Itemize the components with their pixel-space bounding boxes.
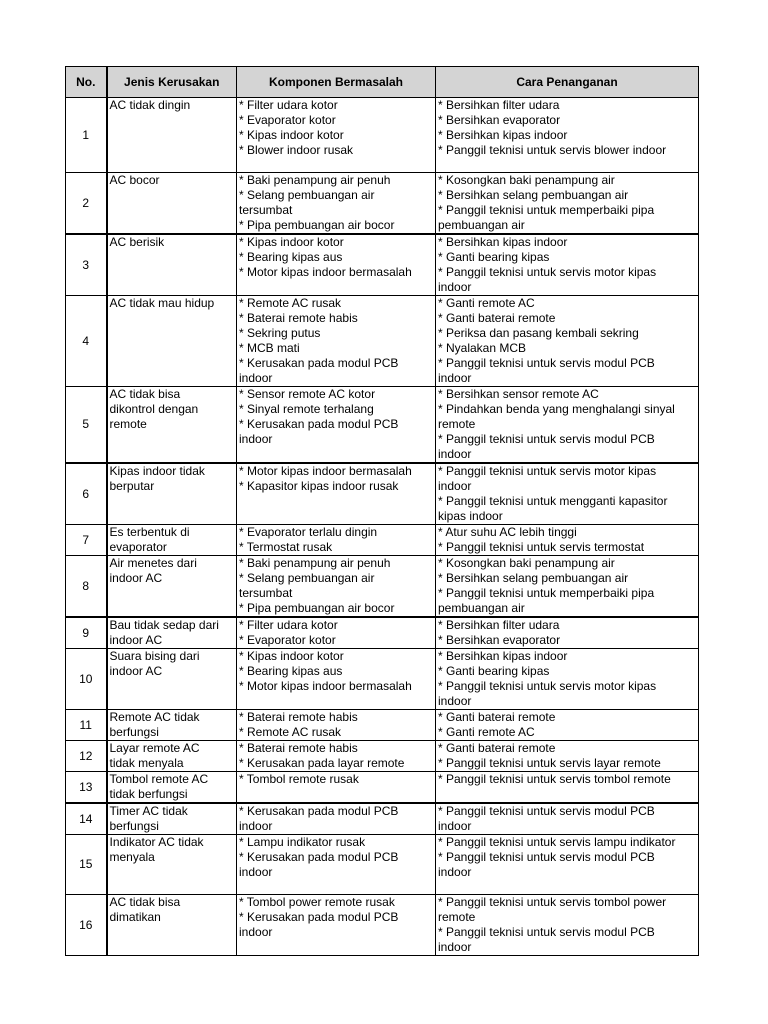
jenis-line: evaporator	[109, 540, 167, 554]
jenis-kerusakan-cell	[107, 525, 237, 556]
komponen-line: * Filter udara kotor	[239, 98, 338, 112]
komponen-line: * Filter udara kotor	[239, 618, 338, 632]
row-number: 14	[66, 803, 107, 835]
header-cara-penanganan: Cara Penanganan	[436, 67, 699, 98]
komponen-line: * Remote AC rusak	[239, 296, 342, 310]
cara-line: indoor	[438, 694, 472, 708]
komponen-line: * Bearing kipas aus	[239, 664, 343, 678]
cara-line: * Panggil teknisi untuk mengganti kapasitor	[438, 494, 668, 508]
jenis-line: AC bocor	[109, 173, 160, 187]
cara-line: remote	[438, 910, 476, 924]
komponen-line: * Motor kipas indoor bermasalah	[239, 464, 412, 478]
cara-line: indoor	[438, 447, 472, 461]
cara-line: * Panggil teknisi untuk servis layar remote	[438, 756, 661, 770]
komponen-bermasalah-cell	[237, 234, 436, 296]
cara-penanganan-cell	[436, 895, 699, 956]
jenis-line: indoor AC	[109, 571, 163, 585]
komponen-bermasalah-cell	[237, 895, 436, 956]
jenis-line: Remote AC tidak	[109, 710, 200, 724]
komponen-line: * Sinyal remote terhalang	[239, 402, 374, 416]
komponen-bermasalah-cell	[237, 803, 436, 835]
cara-line: * Panggil teknisi untuk servis tombol power	[438, 895, 667, 909]
cara-penanganan-cell	[436, 649, 699, 710]
table-row	[66, 895, 699, 956]
komponen-line: indoor	[239, 865, 273, 879]
table-row	[66, 835, 699, 895]
table-row	[66, 803, 699, 835]
jenis-line: berfungsi	[109, 819, 159, 833]
komponen-line: * Remote AC rusak	[239, 725, 342, 739]
cara-line: indoor	[438, 819, 472, 833]
komponen-line: * Blower indoor rusak	[239, 143, 354, 157]
cara-line: * Bersihkan kipas indoor	[438, 649, 568, 663]
cara-line: * Bersihkan filter udara	[438, 98, 560, 112]
jenis-line: Timer AC tidak	[109, 804, 188, 818]
komponen-line: * Kipas indoor kotor	[239, 235, 344, 249]
jenis-line: remote	[109, 417, 147, 431]
komponen-line: indoor	[239, 371, 273, 385]
jenis-line: AC tidak mau hidup	[109, 296, 215, 310]
jenis-kerusakan-cell	[107, 649, 237, 710]
row-number: 16	[66, 895, 107, 956]
jenis-kerusakan-cell	[107, 296, 237, 387]
komponen-line: tersumbat	[239, 586, 293, 600]
cara-penanganan-cell	[436, 772, 699, 804]
row-number: 10	[66, 649, 107, 710]
komponen-line: * Kipas indoor kotor	[239, 649, 344, 663]
jenis-line: AC tidak bisa	[109, 387, 181, 401]
komponen-line: * Baterai remote habis	[239, 741, 358, 755]
cara-line: * Bersihkan selang pembuangan air	[438, 188, 629, 202]
cara-line: * Bersihkan kipas indoor	[438, 128, 568, 142]
cara-line: * Bersihkan evaporator	[438, 113, 561, 127]
cara-penanganan-cell	[436, 525, 699, 556]
cara-penanganan-cell	[436, 617, 699, 649]
row-number: 3	[66, 234, 107, 296]
cara-penanganan-cell	[436, 173, 699, 235]
komponen-line: * Kerusakan pada modul PCB	[239, 804, 399, 818]
komponen-line: * Baterai remote habis	[239, 710, 358, 724]
row-number: 13	[66, 772, 107, 804]
jenis-kerusakan-cell	[107, 741, 237, 772]
jenis-kerusakan-cell	[107, 387, 237, 464]
cara-line: * Panggil teknisi untuk servis modul PCB	[438, 925, 655, 939]
komponen-bermasalah-cell	[237, 617, 436, 649]
jenis-line: AC tidak bisa	[109, 895, 181, 909]
jenis-line: Es terbentuk di	[109, 525, 190, 539]
komponen-bermasalah-cell	[237, 387, 436, 464]
komponen-line: * Kerusakan pada modul PCB	[239, 417, 399, 431]
jenis-line: berputar	[109, 479, 155, 493]
cara-line: * Ganti bearing kipas	[438, 664, 550, 678]
cara-line: * Bersihkan evaporator	[438, 633, 561, 647]
jenis-kerusakan-cell	[107, 173, 237, 235]
table-row	[66, 556, 699, 618]
table-body	[66, 98, 699, 956]
troubleshooting-table	[65, 66, 699, 956]
jenis-kerusakan-cell	[107, 895, 237, 956]
row-number: 2	[66, 173, 107, 235]
cara-penanganan-cell	[436, 463, 699, 525]
jenis-line: Layar remote AC	[109, 741, 200, 755]
table-row	[66, 296, 699, 387]
komponen-line: * Sensor remote AC kotor	[239, 387, 376, 401]
row-number: 15	[66, 835, 107, 895]
cara-line: indoor	[438, 280, 472, 294]
table-row	[66, 710, 699, 741]
row-number: 11	[66, 710, 107, 741]
table-row	[66, 463, 699, 525]
komponen-line: * MCB mati	[239, 341, 300, 355]
komponen-line: * Kipas indoor kotor	[239, 128, 344, 142]
cara-line: * Panggil teknisi untuk servis modul PCB	[438, 432, 655, 446]
jenis-line: indoor AC	[109, 633, 163, 647]
jenis-kerusakan-cell	[107, 556, 237, 618]
cara-line: * Bersihkan sensor remote AC	[438, 387, 599, 401]
komponen-bermasalah-cell	[237, 835, 436, 895]
komponen-line: indoor	[239, 432, 273, 446]
komponen-line: * Sekring putus	[239, 326, 321, 340]
jenis-kerusakan-cell	[107, 803, 237, 835]
komponen-line: * Evaporator kotor	[239, 633, 336, 647]
komponen-bermasalah-cell	[237, 649, 436, 710]
komponen-bermasalah-cell	[237, 525, 436, 556]
cara-line: * Ganti bearing kipas	[438, 250, 550, 264]
cara-penanganan-cell	[436, 741, 699, 772]
cara-line: pembuangan air	[438, 218, 525, 232]
komponen-line: * Motor kipas indoor bermasalah	[239, 265, 412, 279]
cara-line: indoor	[438, 479, 472, 493]
jenis-line: AC berisik	[109, 235, 165, 249]
komponen-bermasalah-cell	[237, 173, 436, 235]
komponen-bermasalah-cell	[237, 296, 436, 387]
cara-line: kipas indoor	[438, 509, 503, 523]
komponen-line: * Kerusakan pada layar remote	[239, 756, 405, 770]
row-number: 5	[66, 387, 107, 464]
komponen-line: * Selang pembuangan air	[239, 571, 375, 585]
cara-line: * Panggil teknisi untuk servis tombol remote	[438, 772, 671, 786]
komponen-line: * Tombol remote rusak	[239, 772, 359, 786]
cara-line: * Bersihkan filter udara	[438, 618, 560, 632]
cara-line: * Ganti remote AC	[438, 296, 535, 310]
jenis-line: Kipas indoor tidak	[109, 464, 205, 478]
cara-line: * Bersihkan kipas indoor	[438, 235, 568, 249]
cara-penanganan-cell	[436, 296, 699, 387]
komponen-line: * Kerusakan pada modul PCB	[239, 356, 399, 370]
cara-line: * Panggil teknisi untuk servis motor kipas	[438, 679, 657, 693]
komponen-line: * Motor kipas indoor bermasalah	[239, 679, 412, 693]
cara-line: indoor	[438, 865, 472, 879]
jenis-kerusakan-cell	[107, 710, 237, 741]
jenis-kerusakan-cell	[107, 463, 237, 525]
cara-line: indoor	[438, 371, 472, 385]
komponen-line: * Baterai remote habis	[239, 311, 358, 325]
cara-line: * Panggil teknisi untuk servis modul PCB	[438, 850, 655, 864]
jenis-line: berfungsi	[109, 725, 159, 739]
cara-line: * Panggil teknisi untuk servis lampu indikator	[438, 835, 676, 849]
komponen-line: * Selang pembuangan air	[239, 188, 375, 202]
jenis-line: Tombol remote AC	[109, 772, 209, 786]
table-row	[66, 98, 699, 173]
cara-penanganan-cell	[436, 835, 699, 895]
jenis-kerusakan-cell	[107, 234, 237, 296]
komponen-line: indoor	[239, 925, 273, 939]
cara-line: * Ganti baterai remote	[438, 710, 556, 724]
komponen-line: * Kapasitor kipas indoor rusak	[239, 479, 399, 493]
cara-line: * Panggil teknisi untuk servis modul PCB	[438, 356, 655, 370]
komponen-line: * Evaporator kotor	[239, 113, 336, 127]
table-header-row	[66, 67, 699, 98]
komponen-line: * Bearing kipas aus	[239, 250, 343, 264]
table-row	[66, 234, 699, 296]
jenis-kerusakan-cell	[107, 617, 237, 649]
jenis-line: tidak menyala	[109, 756, 184, 770]
komponen-line: tersumbat	[239, 203, 293, 217]
cara-line: * Kosongkan baki penampung air	[438, 173, 615, 187]
komponen-line: indoor	[239, 819, 273, 833]
cara-penanganan-cell	[436, 234, 699, 296]
jenis-line: Suara bising dari	[109, 649, 200, 663]
row-number: 1	[66, 98, 107, 173]
cara-line: * Panggil teknisi untuk memperbaiki pipa	[438, 586, 655, 600]
jenis-line: Air menetes dari	[109, 556, 197, 570]
cara-penanganan-cell	[436, 98, 699, 173]
cara-line: * Atur suhu AC lebih tinggi	[438, 525, 577, 539]
cara-line: * Nyalakan MCB	[438, 341, 527, 355]
header-jenis-kerusakan: Jenis Kerusakan	[107, 67, 237, 98]
table-row	[66, 741, 699, 772]
komponen-bermasalah-cell	[237, 556, 436, 618]
komponen-line: * Tombol power remote rusak	[239, 895, 395, 909]
table-row	[66, 617, 699, 649]
jenis-kerusakan-cell	[107, 98, 237, 173]
table-row	[66, 525, 699, 556]
row-number: 4	[66, 296, 107, 387]
row-number: 8	[66, 556, 107, 618]
cara-line: * Periksa dan pasang kembali sekring	[438, 326, 639, 340]
jenis-line: indoor AC	[109, 664, 163, 678]
cara-line: indoor	[438, 940, 472, 954]
table-row	[66, 173, 699, 235]
cara-line: * Bersihkan selang pembuangan air	[438, 571, 629, 585]
cara-penanganan-cell	[436, 710, 699, 741]
cara-line: pembuangan air	[438, 601, 525, 615]
komponen-line: * Pipa pembuangan air bocor	[239, 218, 395, 232]
cara-line: * Ganti baterai remote	[438, 741, 556, 755]
row-number: 7	[66, 525, 107, 556]
jenis-line: AC tidak dingin	[109, 98, 191, 112]
komponen-line: * Lampu indikator rusak	[239, 835, 366, 849]
cara-penanganan-cell	[436, 387, 699, 464]
header-no: No.	[66, 67, 107, 98]
row-number: 9	[66, 617, 107, 649]
row-number: 12	[66, 741, 107, 772]
komponen-line: * Kerusakan pada modul PCB	[239, 850, 399, 864]
komponen-line: * Termostat rusak	[239, 540, 333, 554]
jenis-kerusakan-cell	[107, 835, 237, 895]
cara-line: remote	[438, 417, 476, 431]
jenis-kerusakan-cell	[107, 772, 237, 804]
cara-line: * Ganti remote AC	[438, 725, 535, 739]
cara-line: * Panggil teknisi untuk servis termostat	[438, 540, 645, 554]
row-number: 6	[66, 463, 107, 525]
cara-line: * Kosongkan baki penampung air	[438, 556, 615, 570]
komponen-bermasalah-cell	[237, 463, 436, 525]
komponen-bermasalah-cell	[237, 710, 436, 741]
jenis-line: dimatikan	[109, 910, 161, 924]
jenis-line: tidak berfungsi	[109, 787, 188, 801]
jenis-line: Indikator AC tidak	[109, 835, 204, 849]
komponen-line: * Baki penampung air penuh	[239, 173, 391, 187]
table-row	[66, 649, 699, 710]
komponen-line: * Evaporator terlalu dingin	[239, 525, 378, 539]
jenis-line: menyala	[109, 850, 155, 864]
komponen-bermasalah-cell	[237, 741, 436, 772]
table-row	[66, 772, 699, 804]
cara-penanganan-cell	[436, 803, 699, 835]
komponen-bermasalah-cell	[237, 98, 436, 173]
komponen-line: * Baki penampung air penuh	[239, 556, 391, 570]
komponen-line: * Kerusakan pada modul PCB	[239, 910, 399, 924]
cara-line: * Pindahkan benda yang menghalangi sinyal	[438, 402, 675, 416]
jenis-line: dikontrol dengan	[109, 402, 199, 416]
cara-line: * Panggil teknisi untuk servis blower indoor	[438, 143, 667, 157]
cara-line: * Panggil teknisi untuk servis motor kipas	[438, 464, 657, 478]
cara-line: * Panggil teknisi untuk servis motor kipas	[438, 265, 657, 279]
table-row	[66, 387, 699, 464]
komponen-bermasalah-cell	[237, 772, 436, 804]
komponen-line: * Pipa pembuangan air bocor	[239, 601, 395, 615]
cara-line: * Panggil teknisi untuk servis modul PCB	[438, 804, 655, 818]
cara-line: * Ganti baterai remote	[438, 311, 556, 325]
cara-line: * Panggil teknisi untuk memperbaiki pipa	[438, 203, 655, 217]
jenis-line: Bau tidak sedap dari	[109, 618, 219, 632]
cara-penanganan-cell	[436, 556, 699, 618]
header-komponen-bermasalah: Komponen Bermasalah	[237, 67, 436, 98]
